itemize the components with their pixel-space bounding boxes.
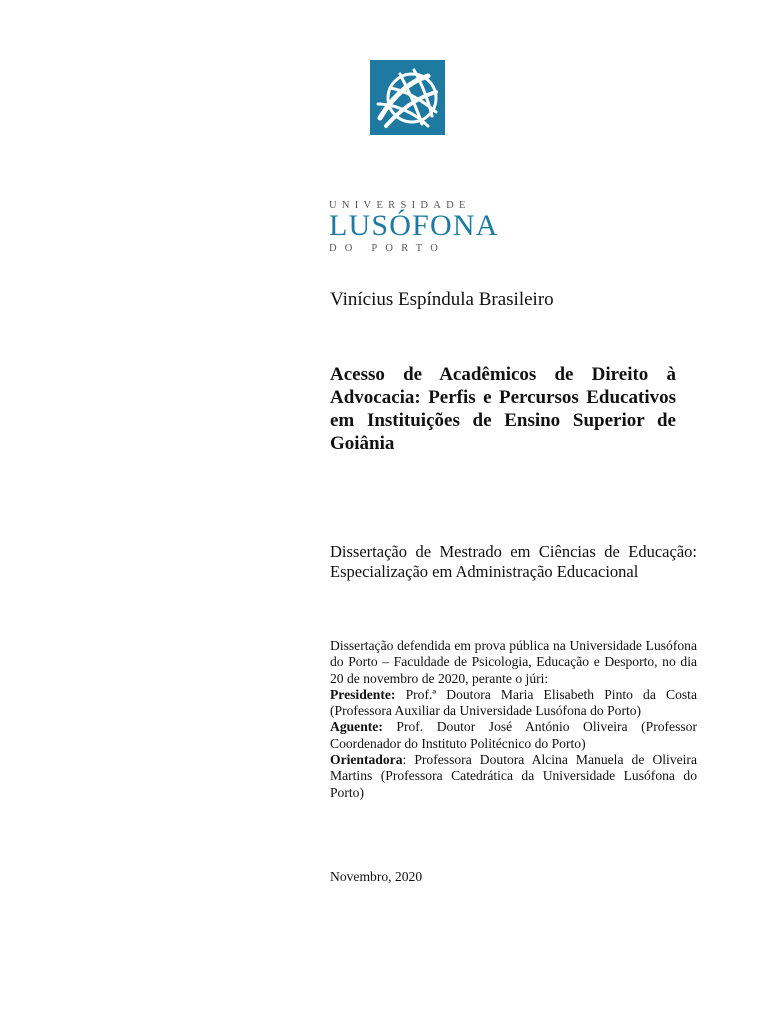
degree-description: Dissertação de Mestrado em Ciências de Educação: Especialização em Administração Educacional — [330, 542, 697, 581]
jury-arguente-text: Prof. Doutor José António Oliveira (Professor Coordenador do Instituto Politécnico do Porto) — [330, 719, 697, 751]
jury-advisor — [330, 752, 697, 801]
globe-emblem-icon — [370, 60, 445, 135]
defense-jury-block — [330, 638, 697, 801]
logo-university-label: UNIVERSIDADE — [329, 200, 471, 211]
jury-advisor-label: Orientadora — [330, 752, 403, 768]
jury-president-text: Prof.ª Doutora Maria Elisabeth Pinto da Costa (Professora Auxiliar da Universidade Lusófona do Porto) — [330, 686, 697, 719]
logo-location-label: DO PORTO — [329, 243, 446, 254]
jury-president-label: Presidente: — [330, 686, 396, 702]
thesis-title: Acesso de Acadêmicos de Direito à Advocacia: Perfis e Percursos Educativos em Instituições de Ensino Superior de Goiânia — [330, 364, 676, 454]
defense-intro: Dissertação defendida em prova pública na Universidade Lusófona do Porto – Faculdade de Psicologia, Educação e Desporto, no dia 20 de novembro de 2020, perante o júri: — [330, 638, 697, 686]
author-name: Vinícius Espíndula Brasileiro — [330, 289, 554, 310]
submission-date: Novembro, 2020 — [330, 869, 423, 884]
jury-president — [330, 687, 697, 720]
jury-advisor-text: : Professora Doutora Alcina Manuela de Oliveira Martins (Professora Catedrática da Universidade Lusófona do Porto) — [330, 752, 697, 800]
jury-arguente — [330, 719, 697, 752]
jury-arguente-label: Aguente: — [330, 719, 383, 735]
logo-university-name: LUSÓFONA — [329, 209, 499, 242]
